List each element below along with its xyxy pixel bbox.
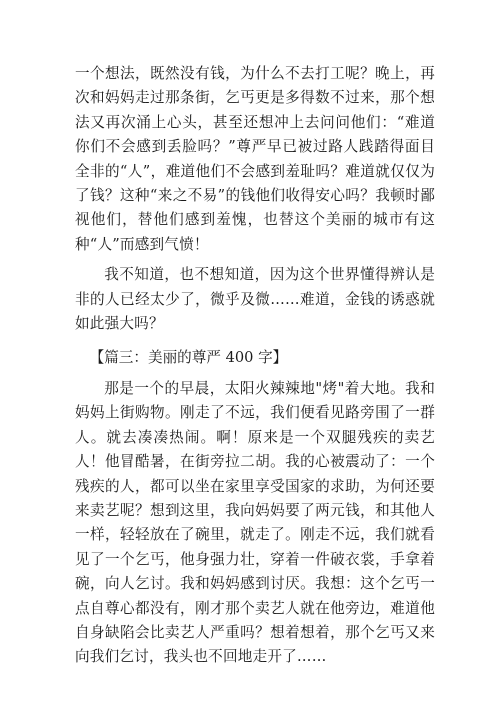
paragraph-3-text: 那是一个的早晨，太阳火辣辣地"烤"着大地。我和妈妈上街购物。刚走了不远，我们便看见路旁围了一群人。就去凑凑热闹。啊！原来是一个双腿残疾的卖艺人！他冒酷暑，在街旁拉二胡。我的心被震动了：一个残疾的人，都可以坐在家里享受国家的求助，为何还要来卖艺呢？想到这里，我向妈妈要了两元钱，和其他人一样，轻轻放在了碗里，就走了。刚走不远，我们就看见了一个乞丐，他身强力壮，穿着一件破衣裳，手拿着碗，向人乞讨。我和妈妈感到讨厌。我想：这个乞丐一点自尊心都没有，刚才那个卖艺人就在他旁边，难道他自身缺陷会比卖艺人严重吗？想着想着，那个乞丐又来向我们乞讨，我头也不回地走开了…… [75,379,435,666]
paragraph-3 [75,377,435,670]
document-body [75,62,435,670]
paragraph-spacer [75,336,435,346]
paragraph-1-text: 一个想法，既然没有钱，为什么不去打工呢？晚上，再次和妈妈走过那条街，乞丐更是多得数不过来，那个想法又再次涌上心头，甚至还想冲上去问问他们：“难道你们不会感到丢脸吗？”尊严早已被过路人践踏得面目全非的“人”，难道他们不会感到羞耻吗？难道就仅仅为了钱？这种“来之不易”的钱他们收得安心吗？我顿时鄙视他们，替他们感到羞愧，也替这个美丽的城市有这种“人”而感到气愤！ [75,65,435,253]
paragraph-1 [75,62,435,257]
section-heading: 【篇三：美丽的尊严 400 字】 [89,349,288,367]
paragraph-2-text: 我不知道，也不想知道，因为这个世界懂得辨认是非的人已经太少了，微乎及微……难道，金钱的诱惑就如此强大吗？ [75,266,435,333]
paragraph-2 [75,263,435,336]
